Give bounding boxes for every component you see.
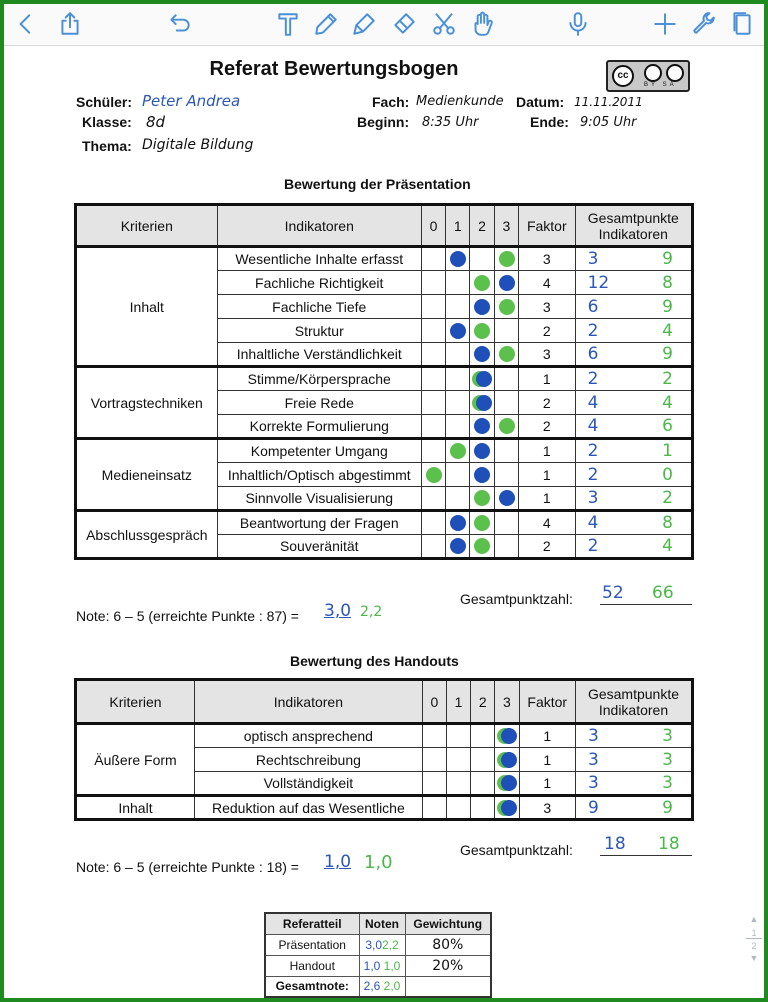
points-blue: 4 <box>587 416 599 436</box>
praesentation-note-value <box>324 601 384 623</box>
handout-note-blue: 1,0 <box>324 852 352 872</box>
table-row <box>76 247 693 271</box>
faktor-cell: 2 <box>518 391 575 415</box>
noten-row-praesentation-note <box>359 934 405 955</box>
score-1-header: 1 <box>446 680 470 724</box>
score-cell-2[interactable] <box>470 511 494 535</box>
gesamtpunkte-cell <box>575 535 692 559</box>
score-cell-3[interactable] <box>494 247 518 271</box>
points-blue: 3 <box>587 488 599 508</box>
score-cell-2[interactable] <box>470 391 494 415</box>
noten-row-gesamtnote-note <box>359 976 405 997</box>
score-cell-3[interactable] <box>494 511 518 535</box>
indikator-cell: Fachliche Richtigkeit <box>217 271 421 295</box>
green-score-mark <box>474 538 490 554</box>
score-cell-3[interactable] <box>494 535 518 559</box>
kriterium-cell: Medieneinsatz <box>76 439 218 511</box>
microphone-icon[interactable] <box>562 8 594 40</box>
score-cell-0[interactable] <box>421 535 445 559</box>
indikator-cell: Fachliche Tiefe <box>217 295 421 319</box>
score-cell-0[interactable] <box>421 511 445 535</box>
fach-value: Medienkunde <box>416 94 504 109</box>
score-cell-0[interactable] <box>422 796 446 820</box>
score-cell-1[interactable] <box>446 391 470 415</box>
undo-icon[interactable] <box>164 8 196 40</box>
table-row <box>76 367 693 391</box>
thema-value: Digitale Bildung <box>142 137 254 153</box>
score-cell-1[interactable] <box>446 415 470 439</box>
noten-r1-blue: 3,0 <box>365 937 382 952</box>
klasse-value: 8d <box>146 113 166 131</box>
blue-score-mark <box>474 467 490 483</box>
faktor-cell: 2 <box>518 415 575 439</box>
indikatoren-header: Indikatoren <box>217 205 421 247</box>
faktor-cell: 1 <box>519 772 575 796</box>
green-score-mark <box>426 467 442 483</box>
kriterium-cell: Abschlussgespräch <box>76 511 218 559</box>
praesentation-gesamt-blue: 52 <box>602 583 624 603</box>
points-blue: 12 <box>587 272 610 293</box>
faktor-header: Faktor <box>519 680 575 724</box>
score-cell-2[interactable] <box>470 295 494 319</box>
green-score-mark <box>499 418 515 434</box>
points-blue: 6 <box>587 296 599 317</box>
gesamtpunkte-cell <box>575 439 692 463</box>
blue-score-mark <box>474 418 490 434</box>
indikator-cell: Souveränität <box>217 535 421 559</box>
noten-row-gesamtnote-label: Gesamtnote: <box>265 976 359 997</box>
points-blue: 4 <box>587 513 599 533</box>
blue-score-mark <box>474 299 490 315</box>
praesentation-note-green: 2,2 <box>360 604 383 620</box>
score-cell-1[interactable] <box>446 748 470 772</box>
score-cell-0[interactable] <box>421 271 445 295</box>
faktor-cell: 1 <box>519 724 575 748</box>
score-cell-0[interactable] <box>421 391 445 415</box>
score-cell-3[interactable] <box>494 319 518 343</box>
score-cell-0[interactable] <box>421 319 445 343</box>
score-cell-3[interactable] <box>494 343 518 367</box>
points-green: 9 <box>662 249 673 269</box>
kriterium-cell: Inhalt <box>76 796 195 820</box>
indikator-cell: Inhaltliche Verständlichkeit <box>217 343 421 367</box>
score-cell-2[interactable] <box>470 247 494 271</box>
handout-gesamt-blue: 18 <box>604 834 626 854</box>
faktor-cell: 4 <box>518 511 575 535</box>
praesentation-table <box>74 203 694 560</box>
noten-row-handout-label: Handout <box>265 955 359 976</box>
faktor-cell: 3 <box>518 343 575 367</box>
noten-table <box>264 912 492 998</box>
table-row <box>76 439 693 463</box>
faktor-cell: 1 <box>518 439 575 463</box>
toolbar <box>4 4 764 46</box>
points-blue: 3 <box>588 749 599 770</box>
blue-score-mark <box>499 275 515 291</box>
score-cell-0[interactable] <box>421 343 445 367</box>
blue-score-mark <box>501 752 517 768</box>
score-cell-3[interactable] <box>494 271 518 295</box>
score-cell-0[interactable] <box>421 439 445 463</box>
score-cell-2[interactable] <box>470 319 494 343</box>
share-icon[interactable] <box>54 8 86 40</box>
score-cell-1[interactable] <box>446 511 470 535</box>
score-cell-2[interactable] <box>471 724 495 748</box>
score-cell-1[interactable] <box>446 487 470 511</box>
ende-label: Ende: <box>530 114 569 130</box>
score-cell-0[interactable] <box>422 748 446 772</box>
score-cell-3[interactable] <box>494 415 518 439</box>
score-1-header: 1 <box>446 205 470 247</box>
score-cell-3[interactable] <box>494 439 518 463</box>
score-cell-0[interactable] <box>422 724 446 748</box>
ende-value: 9:05 Uhr <box>580 115 637 130</box>
hand-tool-icon[interactable] <box>466 8 498 40</box>
score-cell-3[interactable] <box>495 724 519 748</box>
text-tool-icon[interactable] <box>272 8 304 40</box>
score-cell-2[interactable] <box>471 748 495 772</box>
eraser-icon[interactable] <box>388 8 420 40</box>
score-cell-0[interactable] <box>421 463 445 487</box>
noten-row-gesamtnote-empty <box>405 976 491 997</box>
blue-score-mark <box>474 443 490 459</box>
blue-score-mark <box>450 251 466 267</box>
indikator-cell: Struktur <box>217 319 421 343</box>
gesamtpunkte-cell <box>576 748 693 772</box>
points-blue: 4 <box>587 392 599 413</box>
praesentation-gesamt-value <box>600 583 692 605</box>
green-score-mark <box>450 443 466 459</box>
points-green: 6 <box>662 416 673 436</box>
highlighter-icon[interactable] <box>348 8 380 40</box>
green-score-mark <box>474 490 490 506</box>
score-cell-3[interactable] <box>495 748 519 772</box>
gesamtpunkte-cell <box>575 295 692 319</box>
praesentation-section-title: Bewertung der Präsentation <box>284 176 471 192</box>
points-green: 8 <box>662 513 673 533</box>
gesamtpunkte-header: Gesamtpunkte Indikatoren <box>575 205 692 247</box>
handout-note-text: Note: 6 – 5 (erreichte Punkte : 18) = <box>76 859 299 875</box>
points-blue: 9 <box>588 797 599 818</box>
blue-score-mark <box>476 371 492 387</box>
score-cell-2[interactable] <box>470 343 494 367</box>
points-green: 9 <box>662 797 673 818</box>
points-green: 1 <box>662 441 673 461</box>
score-cell-0[interactable] <box>421 487 445 511</box>
schueler-value: Peter Andrea <box>142 92 241 110</box>
gesamtpunkte-cell <box>575 367 692 391</box>
points-green: 4 <box>662 536 673 556</box>
faktor-cell: 1 <box>518 367 575 391</box>
kriterium-cell: Vortragstechniken <box>76 367 218 439</box>
points-blue: 2 <box>587 320 599 341</box>
score-cell-1[interactable] <box>446 772 470 796</box>
blue-score-mark <box>450 538 466 554</box>
fach-label: Fach: <box>372 94 410 110</box>
back-icon[interactable] <box>10 8 42 40</box>
score-cell-1[interactable] <box>446 247 470 271</box>
thema-label: Thema: <box>82 138 132 154</box>
indikator-cell: Sinnvolle Visualisierung <box>217 487 421 511</box>
document-page[interactable] <box>4 46 764 998</box>
page-navigator[interactable] <box>746 914 762 963</box>
faktor-cell: 3 <box>518 247 575 271</box>
praesentation-gesamt-label: Gesamtpunktzahl: <box>460 591 573 607</box>
page-up-icon[interactable]: ▲ <box>749 914 759 924</box>
score-cell-3[interactable] <box>494 391 518 415</box>
beginn-value: 8:35 Uhr <box>422 115 479 130</box>
blue-score-mark <box>501 800 517 816</box>
score-3-header: 3 <box>495 680 519 724</box>
score-2-header: 2 <box>470 205 494 247</box>
handout-note-green: 1,0 <box>364 852 393 873</box>
page-number-2[interactable]: 2 <box>751 941 757 951</box>
score-cell-3[interactable] <box>494 463 518 487</box>
gesamtpunkte-cell <box>576 724 693 748</box>
gesamtpunkte-cell <box>575 247 692 271</box>
noten-row-praesentation-gewichtung: 80% <box>405 934 491 955</box>
gesamtpunkte-cell <box>575 511 692 535</box>
kriterium-cell: Äußere Form <box>76 724 195 796</box>
cc-license-label: BY SA <box>644 82 677 88</box>
points-green: 0 <box>662 464 673 485</box>
points-green: 2 <box>662 369 673 389</box>
points-blue: 2 <box>587 369 599 389</box>
noten-header-gewichtung: Gewichtung <box>405 913 491 934</box>
handout-section-title: Bewertung des Handouts <box>290 653 459 669</box>
points-green: 3 <box>662 726 673 746</box>
datum-label: Datum: <box>516 94 565 110</box>
table-row <box>76 724 693 748</box>
faktor-cell: 3 <box>518 295 575 319</box>
pages-icon[interactable] <box>726 8 758 40</box>
green-score-mark <box>474 515 490 531</box>
points-green: 2 <box>662 488 673 508</box>
indikator-cell: Korrekte Formulierung <box>217 415 421 439</box>
praesentation-gesamt-green: 66 <box>652 583 674 603</box>
score-cell-3[interactable] <box>494 367 518 391</box>
score-cell-3[interactable] <box>495 796 519 820</box>
noten-header-referatteil: Referatteil <box>265 913 359 934</box>
handout-note-value <box>324 852 394 874</box>
indikator-cell: optisch ansprechend <box>194 724 422 748</box>
indikator-cell: Inhaltlich/Optisch abgestimmt <box>217 463 421 487</box>
score-cell-1[interactable] <box>446 796 470 820</box>
score-cell-1[interactable] <box>446 367 470 391</box>
attribution-icon <box>644 64 662 82</box>
blue-score-mark <box>501 775 517 791</box>
score-cell-0[interactable] <box>422 772 446 796</box>
gesamtpunkte-cell <box>575 391 692 415</box>
handout-table <box>74 678 694 821</box>
score-cell-0[interactable] <box>421 415 445 439</box>
handout-gesamt-green: 18 <box>658 834 680 854</box>
score-0-header: 0 <box>422 680 446 724</box>
noten-header-noten: Noten <box>359 913 405 934</box>
green-score-mark <box>499 299 515 315</box>
score-cell-2[interactable] <box>470 439 494 463</box>
score-cell-1[interactable] <box>446 439 470 463</box>
score-cell-1[interactable] <box>446 343 470 367</box>
score-cell-1[interactable] <box>446 724 470 748</box>
noten-r3-blue: 2,6 <box>363 979 381 994</box>
score-cell-0[interactable] <box>421 247 445 271</box>
blue-score-mark <box>450 515 466 531</box>
cc-icon: cc <box>612 65 634 87</box>
indikator-cell: Freie Rede <box>217 391 421 415</box>
score-cell-2[interactable] <box>470 271 494 295</box>
blue-score-mark <box>499 490 515 506</box>
noten-r1-green: 2,2 <box>382 937 399 952</box>
noten-r3-green: 2,0 <box>383 979 401 994</box>
page-number-1[interactable]: 1 <box>746 928 762 939</box>
gesamtpunkte-cell <box>575 319 692 343</box>
praesentation-note-text: Note: 6 – 5 (erreichte Punkte : 87) = <box>76 608 299 624</box>
indikator-cell: Vollständigkeit <box>194 772 422 796</box>
handout-gesamt-value <box>600 834 692 856</box>
green-score-mark <box>474 323 490 339</box>
pen-tool-icon[interactable] <box>310 8 342 40</box>
gesamtpunkte-cell <box>575 487 692 511</box>
faktor-cell: 1 <box>518 463 575 487</box>
score-3-header: 3 <box>494 205 518 247</box>
score-cell-2[interactable] <box>470 463 494 487</box>
praesentation-note-blue: 3,0 <box>324 601 352 621</box>
klasse-label: Klasse: <box>82 114 132 130</box>
kriterien-header: Kriterien <box>76 680 195 724</box>
points-green: 9 <box>662 296 673 317</box>
score-2-header: 2 <box>471 680 495 724</box>
faktor-cell: 1 <box>518 487 575 511</box>
faktor-cell: 2 <box>518 535 575 559</box>
indikator-cell: Stimme/Körpersprache <box>217 367 421 391</box>
indikator-cell: Reduktion auf das Wesentliche <box>194 796 422 820</box>
blue-score-mark <box>450 323 466 339</box>
noten-row-handout-note <box>359 955 405 976</box>
wrench-icon[interactable] <box>688 8 720 40</box>
indikator-cell: Wesentliche Inhalte erfasst <box>217 247 421 271</box>
score-cell-2[interactable] <box>470 367 494 391</box>
score-cell-1[interactable] <box>446 319 470 343</box>
score-cell-2[interactable] <box>470 415 494 439</box>
schueler-label: Schüler: <box>76 94 133 110</box>
score-cell-3[interactable] <box>494 487 518 511</box>
add-icon[interactable] <box>649 8 681 40</box>
indikator-cell: Beantwortung der Fragen <box>217 511 421 535</box>
kriterien-header: Kriterien <box>76 205 218 247</box>
green-score-mark <box>499 251 515 267</box>
indikatoren-header: Indikatoren <box>194 680 422 724</box>
gesamtpunkte-cell <box>575 463 692 487</box>
points-green: 4 <box>662 320 673 341</box>
green-score-mark <box>474 275 490 291</box>
noten-r2-green: 1,0 <box>383 958 401 973</box>
gesamtpunkte-cell <box>575 343 692 367</box>
indikator-cell: Rechtschreibung <box>194 748 422 772</box>
app-window <box>4 4 764 998</box>
handout-gesamt-label: Gesamtpunktzahl: <box>460 842 573 858</box>
score-cell-1[interactable] <box>446 463 470 487</box>
score-cell-0[interactable] <box>421 367 445 391</box>
points-blue: 2 <box>587 441 599 461</box>
score-cell-2[interactable] <box>470 487 494 511</box>
score-cell-3[interactable] <box>495 772 519 796</box>
points-green: 8 <box>662 272 673 293</box>
kriterium-cell: Inhalt <box>76 247 218 367</box>
gesamtpunkte-cell <box>576 772 693 796</box>
noten-r2-blue: 1,0 <box>363 958 381 973</box>
share-alike-icon <box>666 64 684 82</box>
points-blue: 2 <box>587 536 599 556</box>
faktor-cell: 2 <box>518 319 575 343</box>
beginn-label: Beginn: <box>357 114 410 130</box>
score-cell-2[interactable] <box>471 796 495 820</box>
faktor-cell: 3 <box>519 796 575 820</box>
score-cell-1[interactable] <box>446 271 470 295</box>
points-blue: 3 <box>587 249 599 269</box>
score-cell-3[interactable] <box>494 295 518 319</box>
blue-score-mark <box>476 395 492 411</box>
gesamtpunkte-cell <box>576 796 693 820</box>
creative-commons-badge <box>606 60 690 92</box>
green-score-mark <box>499 346 515 362</box>
table-row <box>76 511 693 535</box>
points-green: 9 <box>662 344 673 364</box>
table-row <box>76 796 693 820</box>
points-blue: 2 <box>587 464 599 485</box>
scissors-icon[interactable] <box>428 8 460 40</box>
points-green: 3 <box>662 773 673 793</box>
gesamtpunkte-header: Gesamtpunkte Indikatoren <box>576 680 693 724</box>
score-cell-2[interactable] <box>470 535 494 559</box>
indikator-cell: Kompetenter Umgang <box>217 439 421 463</box>
faktor-cell: 4 <box>518 271 575 295</box>
score-cell-1[interactable] <box>446 535 470 559</box>
noten-row-praesentation-label: Präsentation <box>265 934 359 955</box>
faktor-header: Faktor <box>518 205 575 247</box>
score-cell-2[interactable] <box>471 772 495 796</box>
points-blue: 3 <box>588 773 599 793</box>
points-blue: 3 <box>588 726 599 746</box>
blue-score-mark <box>501 728 517 744</box>
faktor-cell: 1 <box>519 748 575 772</box>
gesamtpunkte-cell <box>575 415 692 439</box>
page-down-icon[interactable]: ▼ <box>749 953 759 963</box>
noten-row-handout-gewichtung: 20% <box>405 955 491 976</box>
points-green: 4 <box>662 392 673 413</box>
points-blue: 6 <box>587 344 599 364</box>
datum-value: 11.11.2011 <box>574 95 643 109</box>
document-title: Referat Bewertungsbogen <box>209 58 459 80</box>
points-green: 3 <box>662 749 673 770</box>
score-0-header: 0 <box>421 205 445 247</box>
gesamtpunkte-cell <box>575 271 692 295</box>
score-cell-1[interactable] <box>446 295 470 319</box>
blue-score-mark <box>474 346 490 362</box>
score-cell-0[interactable] <box>421 295 445 319</box>
